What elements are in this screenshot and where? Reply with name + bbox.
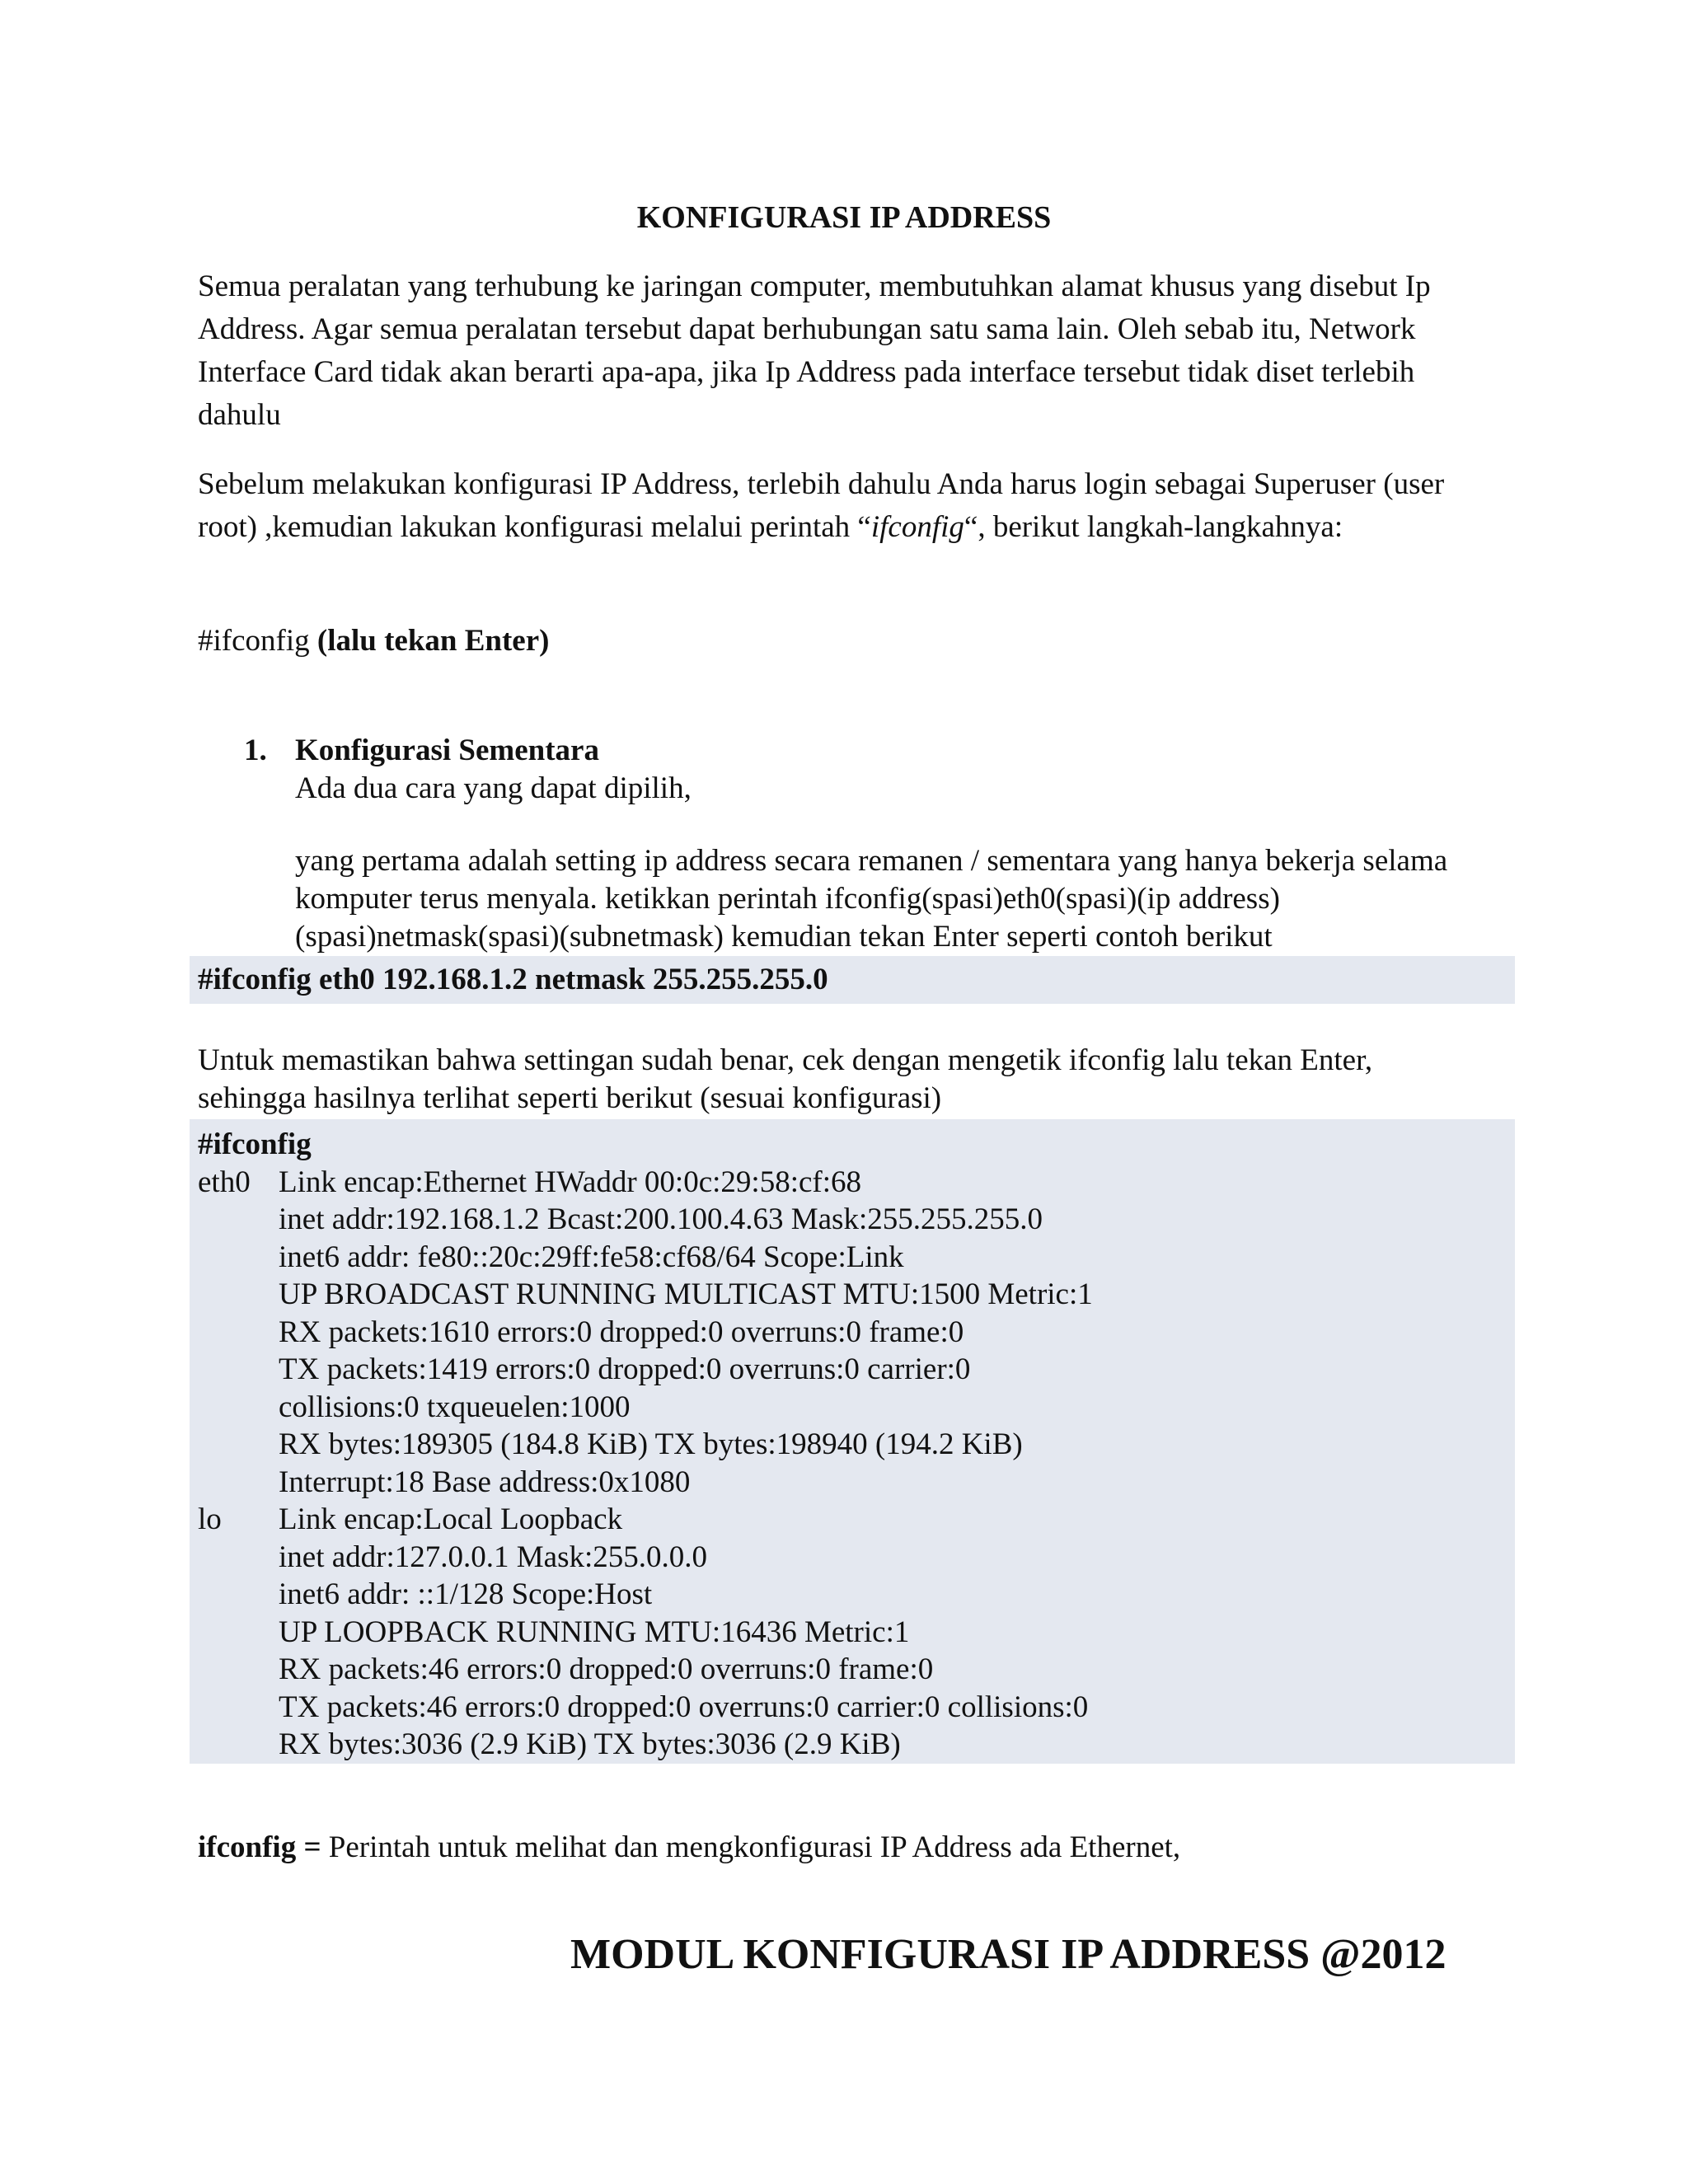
lo-row <box>198 1576 653 1614</box>
output-prompt: #ifconfig <box>198 1127 312 1161</box>
eth0-row <box>198 1164 861 1202</box>
definition-term: ifconfig = <box>198 1830 321 1864</box>
verify-paragraph: Untuk memastikan bahwa settingan sudah benar, cek dengan mengetik ifconfig lalu tekan Enter, sehingga hasilnya terlihat seperti berikut (sesuai konfigurasi) <box>198 1043 1373 1115</box>
eth0-label: eth0 <box>198 1165 251 1199</box>
output-line: UP BROADCAST RUNNING MULTICAST MTU:1500 Metric:1 <box>279 1277 1093 1311</box>
list-body <box>295 732 1515 956</box>
footer-title: MODUL KONFIGURASI IP ADDRESS @2012 <box>570 1931 1447 1978</box>
definition-paragraph <box>198 1826 1484 1869</box>
lo-row <box>198 1726 901 1764</box>
output-line: inet addr:192.168.1.2 Bcast:200.100.4.63 Mask:255.255.255.0 <box>279 1202 1043 1236</box>
output-line: UP LOOPBACK RUNNING MTU:16436 Metric:1 <box>279 1615 910 1649</box>
intro-paragraph: Semua peralatan yang terhubung ke jaringan computer, membutuhkan alamat khusus yang disebut Ip Address. Agar semua peralatan tersebut dapat berhubungan satu sama lain. Oleh sebab itu, Network Interface Card tidak akan berarti apa-apa, jika Ip Address pada interface tersebut tidak diset terlebih dahulu <box>198 269 1431 432</box>
eth0-row <box>198 1351 971 1389</box>
output-line: RX packets:1610 errors:0 dropped:0 overruns:0 frame:0 <box>279 1315 964 1349</box>
login-paragraph <box>198 463 1484 549</box>
lo-row <box>198 1689 1089 1727</box>
ifconfig-italic: ifconfig <box>870 510 964 544</box>
login-text-before: Sebelum melakukan konfigurasi IP Address, terlebih dahulu Anda harus login sebagai Superuser (user root) ,kemudian lakukan konfigurasi melalui perintah “ <box>198 467 1445 544</box>
lo-row <box>198 1539 708 1577</box>
example-command-block <box>190 956 1515 1004</box>
eth0-row <box>198 1201 1043 1239</box>
login-text-after: “, berikut langkah-langkahnya: <box>964 510 1343 544</box>
example-command: #ifconfig eth0 192.168.1.2 netmask 255.255.255.0 <box>198 963 828 996</box>
eth0-row <box>198 1276 1093 1314</box>
output-line: Link encap:Ethernet HWaddr 00:0c:29:58:cf:68 <box>279 1165 861 1199</box>
output-line: Interrupt:18 Base address:0x1080 <box>279 1465 691 1499</box>
lo-row <box>198 1651 934 1689</box>
eth0-row <box>198 1314 964 1352</box>
lo-row <box>198 1614 910 1652</box>
eth0-row <box>198 1239 904 1277</box>
list-heading: Konfigurasi Sementara <box>295 733 599 767</box>
list-paragraph: yang pertama adalah setting ip address secara remanen / sementara yang hanya bekerja selama komputer terus menyala. ketikkan perintah ifconfig(spasi)eth0(spasi)(ip address)(spasi)netmask(spasi)(subnetmask) kemudian tekan Enter seperti contoh berikut <box>295 844 1448 954</box>
lo-label: lo <box>198 1502 222 1536</box>
page-title: KONFIGURASI IP ADDRESS <box>636 200 1052 235</box>
list-number: 1. <box>244 733 267 767</box>
output-line: TX packets:46 errors:0 dropped:0 overruns:0 carrier:0 collisions:0 <box>279 1690 1089 1724</box>
output-line: Link encap:Local Loopback <box>279 1502 623 1536</box>
command-text: #ifconfig <box>198 624 310 658</box>
output-line: inet6 addr: fe80::20c:29ff:fe58:cf68/64 Scope:Link <box>279 1240 904 1274</box>
command-note: (lalu tekan Enter) <box>316 624 550 658</box>
definition-text: Perintah untuk melihat dan mengkonfigurasi IP Address ada Ethernet, <box>321 1830 1181 1864</box>
output-line: collisions:0 txqueuelen:1000 <box>279 1390 631 1424</box>
lo-row <box>198 1501 623 1539</box>
eth0-row <box>198 1464 691 1502</box>
list-description: Ada dua cara yang dapat dipilih, <box>295 771 692 805</box>
ifconfig-output-block <box>190 1119 1515 1764</box>
output-line: inet6 addr: ::1/128 Scope:Host <box>279 1577 653 1611</box>
eth0-row <box>198 1426 1023 1464</box>
command-line <box>198 620 1484 663</box>
output-line: RX packets:46 errors:0 dropped:0 overruns:0 frame:0 <box>279 1652 934 1686</box>
output-line: inet addr:127.0.0.1 Mask:255.0.0.0 <box>279 1540 708 1574</box>
eth0-row <box>198 1389 631 1427</box>
output-line: TX packets:1419 errors:0 dropped:0 overruns:0 carrier:0 <box>279 1352 971 1386</box>
output-line: RX bytes:189305 (184.8 KiB) TX bytes:198940 (194.2 KiB) <box>279 1427 1023 1461</box>
ifconfig-output <box>198 1126 1093 1764</box>
output-line: RX bytes:3036 (2.9 KiB) TX bytes:3036 (2.9 KiB) <box>279 1727 901 1761</box>
